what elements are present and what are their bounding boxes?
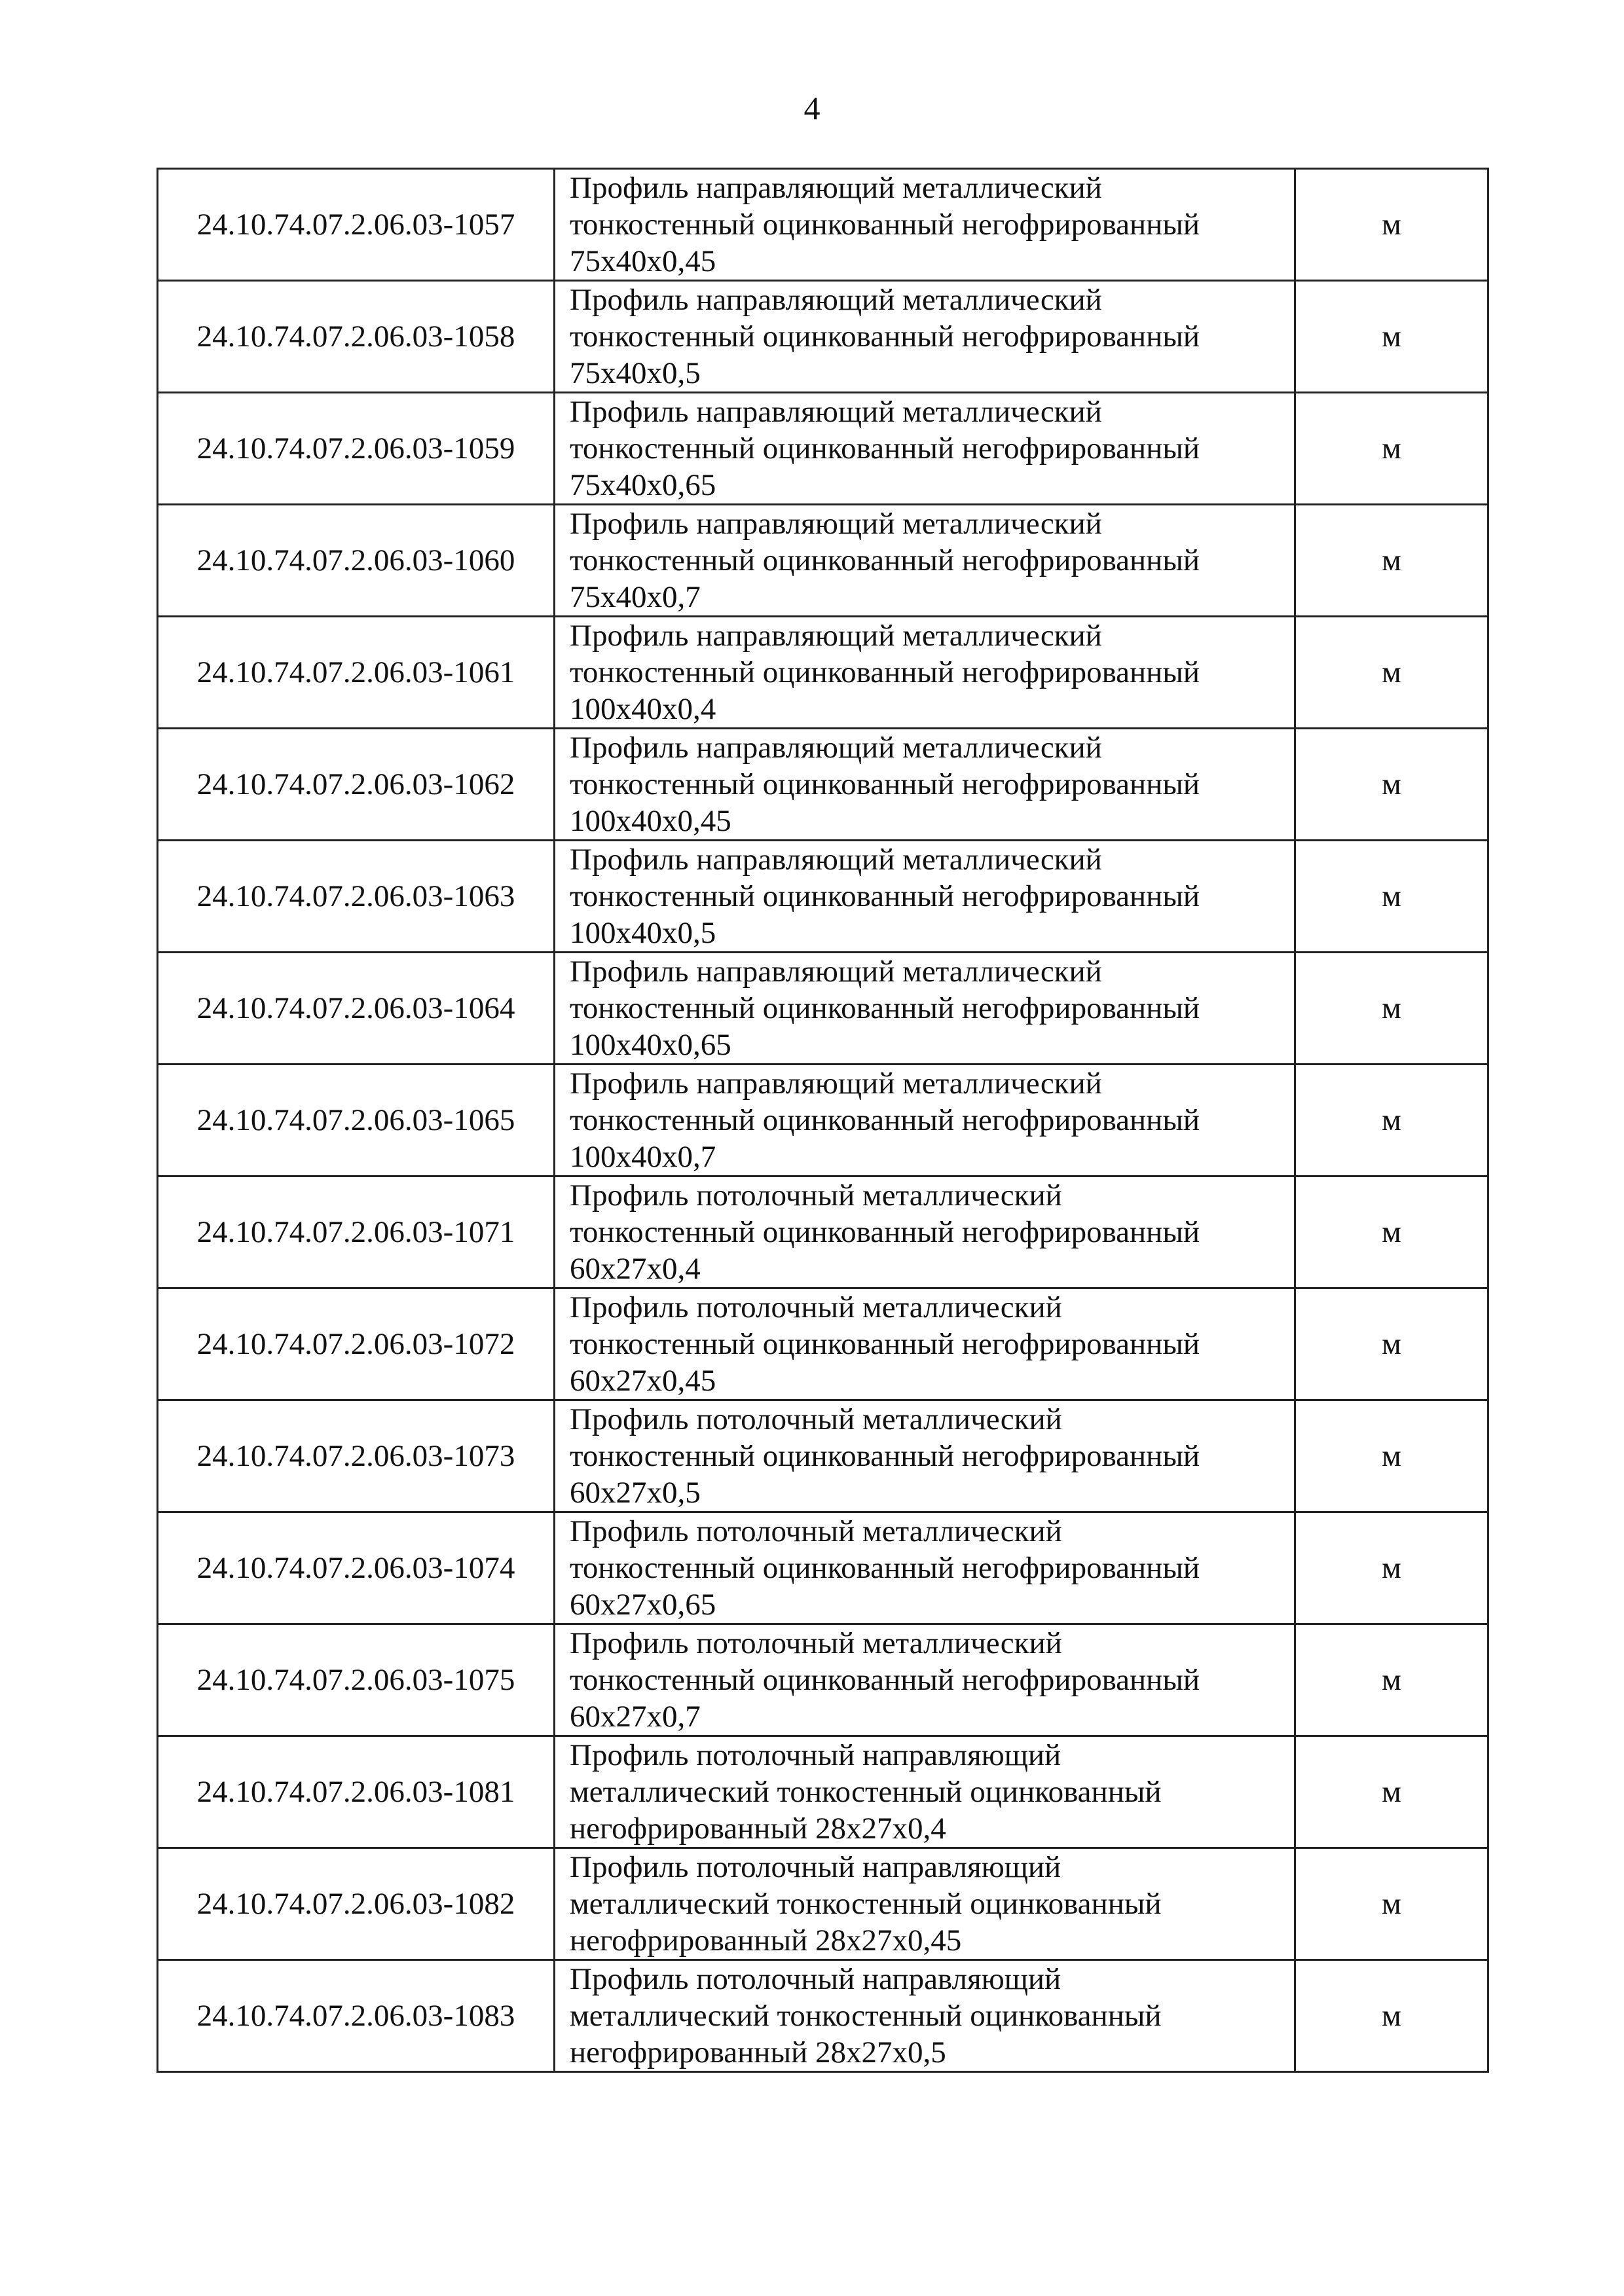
resource-name-line: Профиль направляющий металлический <box>570 395 1102 429</box>
unit-cell: м <box>1295 169 1488 281</box>
table-row <box>158 505 1488 617</box>
resource-name-cell <box>555 617 1295 729</box>
resource-code-cell: 24.10.74.07.2.06.03-1057 <box>158 169 555 281</box>
resource-code-cell: 24.10.74.07.2.06.03-1062 <box>158 729 555 841</box>
resource-code-cell: 24.10.74.07.2.06.03-1063 <box>158 841 555 953</box>
resource-name-line: тонкостенный оцинкованный негофрированный <box>570 431 1200 465</box>
resource-name-line: негофрированный 28х27х0,5 <box>570 2035 946 2069</box>
resource-name-line: Профиль направляющий металлический <box>570 731 1102 765</box>
materials-table <box>157 168 1489 2073</box>
unit-cell: м <box>1295 729 1488 841</box>
unit-cell: м <box>1295 617 1488 729</box>
resource-code-cell: 24.10.74.07.2.06.03-1060 <box>158 505 555 617</box>
resource-name-line: 60х27х0,45 <box>570 1364 716 1398</box>
resource-code-cell: 24.10.74.07.2.06.03-1074 <box>158 1512 555 1624</box>
resource-name-cell <box>555 393 1295 505</box>
unit-cell: м <box>1295 841 1488 953</box>
unit-cell: м <box>1295 1624 1488 1736</box>
resource-name-line: Профиль потолочный направляющий <box>570 1850 1061 1884</box>
resource-name-line: металлический тонкостенный оцинкованный <box>570 1775 1162 1809</box>
resource-name-cell <box>555 505 1295 617</box>
resource-name-cell <box>555 169 1295 281</box>
resource-name-cell <box>555 1624 1295 1736</box>
resource-name-cell <box>555 1512 1295 1624</box>
resource-name-cell <box>555 1736 1295 1848</box>
resource-name-line: металлический тонкостенный оцинкованный <box>570 1887 1162 1921</box>
table-row <box>158 1848 1488 1960</box>
unit-cell: м <box>1295 1288 1488 1400</box>
table-row <box>158 1736 1488 1848</box>
resource-code-cell: 24.10.74.07.2.06.03-1064 <box>158 953 555 1065</box>
resource-name-line: Профиль потолочный направляющий <box>570 1962 1061 1996</box>
unit-cell: м <box>1295 953 1488 1065</box>
resource-name-line: Профиль направляющий металлический <box>570 507 1102 541</box>
resource-name-line: тонкостенный оцинкованный негофрированный <box>570 879 1200 913</box>
resource-name-line: тонкостенный оцинкованный негофрированный <box>570 1103 1200 1137</box>
resource-name-line: тонкостенный оцинкованный негофрированный <box>570 543 1200 577</box>
resource-name-line: 75х40х0,5 <box>570 356 701 390</box>
resource-name-line: Профиль потолочный металлический <box>570 1178 1062 1212</box>
resource-name-line: тонкостенный оцинкованный негофрированный <box>570 208 1200 242</box>
unit-cell: м <box>1295 1176 1488 1288</box>
table-row <box>158 281 1488 393</box>
resource-name-line: 75х40х0,45 <box>570 244 716 278</box>
resource-code-cell: 24.10.74.07.2.06.03-1059 <box>158 393 555 505</box>
resource-name-line: негофрированный 28х27х0,4 <box>570 1812 946 1846</box>
unit-cell: м <box>1295 505 1488 617</box>
resource-code-cell: 24.10.74.07.2.06.03-1083 <box>158 1960 555 2072</box>
resource-name-line: Профиль направляющий металлический <box>570 1066 1102 1101</box>
table-row <box>158 169 1488 281</box>
resource-name-cell <box>555 1400 1295 1512</box>
resource-name-line: негофрированный 28х27х0,45 <box>570 1923 962 1958</box>
resource-name-line: металлический тонкостенный оцинкованный <box>570 1999 1162 2033</box>
resource-name-line: 60х27х0,7 <box>570 1700 701 1734</box>
resource-name-line: Профиль направляющий металлический <box>570 171 1102 205</box>
table-row <box>158 393 1488 505</box>
table-row <box>158 617 1488 729</box>
unit-cell: м <box>1295 281 1488 393</box>
table-row <box>158 953 1488 1065</box>
resource-name-line: Профиль потолочный металлический <box>570 1514 1062 1548</box>
unit-cell: м <box>1295 1400 1488 1512</box>
resource-name-line: 75х40х0,7 <box>570 580 701 614</box>
resource-name-line: Профиль направляющий металлический <box>570 955 1102 989</box>
resource-name-line: тонкостенный оцинкованный негофрированный <box>570 1551 1200 1585</box>
unit-cell: м <box>1295 1736 1488 1848</box>
resource-name-line: тонкостенный оцинкованный негофрированный <box>570 1439 1200 1473</box>
resource-name-line: тонкостенный оцинкованный негофрированный <box>570 1215 1200 1249</box>
resource-name-line: 100х40х0,4 <box>570 692 716 726</box>
unit-cell: м <box>1295 1512 1488 1624</box>
table-row <box>158 841 1488 953</box>
resource-name-line: 100х40х0,5 <box>570 916 716 950</box>
unit-cell: м <box>1295 1848 1488 1960</box>
unit-cell: м <box>1295 1960 1488 2072</box>
resource-name-line: 75х40х0,65 <box>570 468 716 502</box>
resource-name-cell <box>555 1288 1295 1400</box>
resource-name-line: 100х40х0,45 <box>570 804 731 838</box>
resource-name-cell <box>555 729 1295 841</box>
resource-name-line: Профиль потолочный направляющий <box>570 1738 1061 1772</box>
resource-name-cell <box>555 1176 1295 1288</box>
resource-name-cell <box>555 1848 1295 1960</box>
resource-name-line: 100х40х0,65 <box>570 1028 731 1062</box>
resource-code-cell: 24.10.74.07.2.06.03-1073 <box>158 1400 555 1512</box>
resource-name-line: Профиль потолочный металлический <box>570 1626 1062 1660</box>
resource-name-line: 60х27х0,4 <box>570 1252 701 1286</box>
resource-name-line: Профиль потолочный металлический <box>570 1402 1062 1436</box>
resource-name-cell <box>555 841 1295 953</box>
table-body <box>158 169 1488 2072</box>
resource-code-cell: 24.10.74.07.2.06.03-1065 <box>158 1065 555 1176</box>
table-row <box>158 1288 1488 1400</box>
resource-name-line: тонкостенный оцинкованный негофрированный <box>570 1327 1200 1361</box>
table-row <box>158 729 1488 841</box>
page-number: 4 <box>803 90 821 126</box>
resource-name-line: 100х40х0,7 <box>570 1140 716 1174</box>
resource-name-line: тонкостенный оцинкованный негофрированный <box>570 655 1200 689</box>
resource-name-line: тонкостенный оцинкованный негофрированный <box>570 319 1200 354</box>
resource-name-line: Профиль направляющий металлический <box>570 843 1102 877</box>
resource-name-line: тонкостенный оцинкованный негофрированный <box>570 991 1200 1025</box>
resource-name-line: Профиль направляющий металлический <box>570 283 1102 317</box>
resource-code-cell: 24.10.74.07.2.06.03-1072 <box>158 1288 555 1400</box>
unit-cell: м <box>1295 393 1488 505</box>
resource-name-cell <box>555 953 1295 1065</box>
unit-cell: м <box>1295 1065 1488 1176</box>
table-row <box>158 1512 1488 1624</box>
resource-code-cell: 24.10.74.07.2.06.03-1081 <box>158 1736 555 1848</box>
resource-name-cell <box>555 1960 1295 2072</box>
resource-name-line: Профиль потолочный металлический <box>570 1290 1062 1324</box>
resource-name-line: тонкостенный оцинкованный негофрированный <box>570 1663 1200 1697</box>
resource-code-cell: 24.10.74.07.2.06.03-1058 <box>158 281 555 393</box>
resource-name-line: Профиль направляющий металлический <box>570 619 1102 653</box>
resource-code-cell: 24.10.74.07.2.06.03-1075 <box>158 1624 555 1736</box>
resource-name-cell <box>555 1065 1295 1176</box>
resource-code-cell: 24.10.74.07.2.06.03-1071 <box>158 1176 555 1288</box>
resource-name-line: 60х27х0,65 <box>570 1588 716 1622</box>
resource-code-cell: 24.10.74.07.2.06.03-1082 <box>158 1848 555 1960</box>
table-row <box>158 1065 1488 1176</box>
resource-name-line: тонкостенный оцинкованный негофрированный <box>570 767 1200 801</box>
table-row <box>158 1624 1488 1736</box>
table-row <box>158 1960 1488 2072</box>
table-row <box>158 1176 1488 1288</box>
resource-name-line: 60х27х0,5 <box>570 1476 701 1510</box>
table-row <box>158 1400 1488 1512</box>
resource-code-cell: 24.10.74.07.2.06.03-1061 <box>158 617 555 729</box>
resource-name-cell <box>555 281 1295 393</box>
